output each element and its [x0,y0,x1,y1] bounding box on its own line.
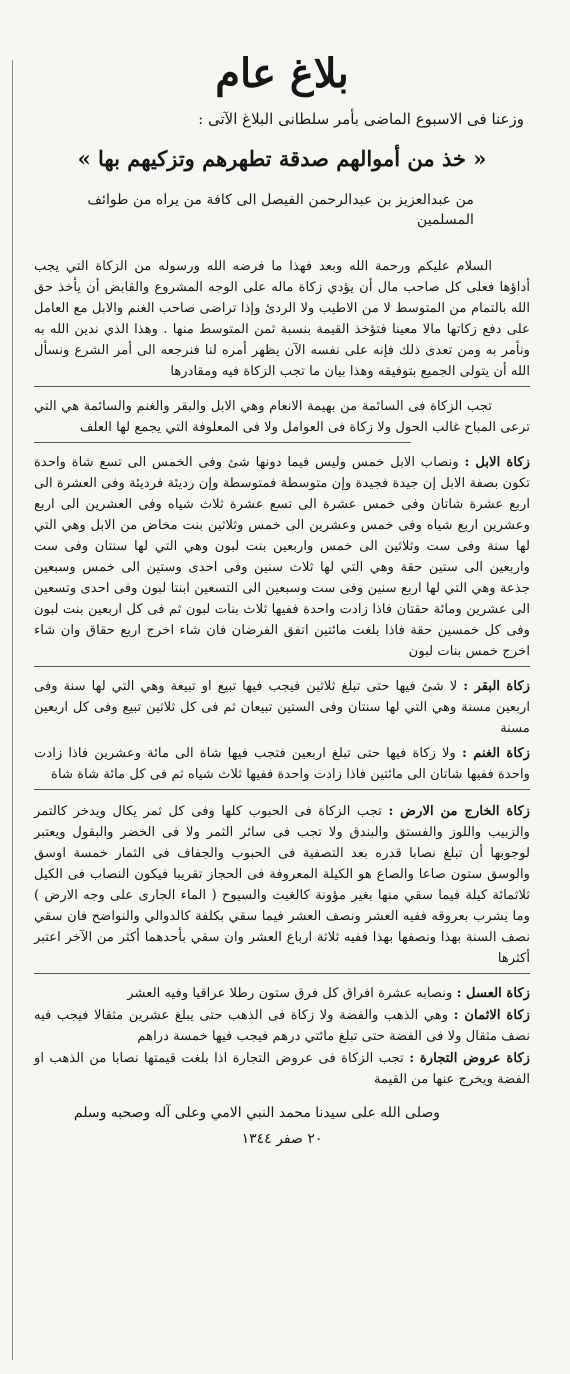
paragraph-text: تجب الزكاة فى الحبوب كلها وفى كل ثمر يكال ويدخر كالتمر والزبيب واللوز والفستق والبندق ولا تجب فى سائر الثمر ولا فى الخضر والبقول ويعتبر لوجوبها أن تبلغ نصابا قدره بعد التصفية فى الحبوب والجفاف فى الثمار خمسة اوسق والوسق ستون صاعا والصاع هو الكيلة المعروفة فى الحجاز تقريبا فيكون النصاب فى الكيل ثلاثمائة كيلة فيما سقي منها بغير مؤونة كالغيث والسيوح ( الماء الجارى على وجه الارض ) وما يشرب بعروقه ففيه العشر ونصف العشر فيما سقي بكلفة كالدوالي والنواضح فان سقي نصف السنة بهذا ونصفها بهذا ففيه ثلاثة ارباع العشر وان سقي بأحدهما أكثر من الآخر اعتبر أكثرها [34,804,530,966]
paragraph-camels [34,452,530,662]
page-title: بلاغ عام [215,50,349,97]
paragraph-sheep [34,743,530,785]
section-heading: زكاة عروض التجارة : [409,1051,530,1066]
section-heading: زكاة الاثمان : [453,1008,530,1023]
closing-prayer: وصلى الله على سيدنا محمد النبي الامي وعلى آله وصحبه وسلم [73,1105,440,1121]
section-heading: زكاة الغنم : [461,746,530,761]
section-heading: زكاة الابل : [464,455,530,470]
page-edge-line [12,60,13,1360]
section-divider [34,789,530,791]
paragraph-text: تجب الزكاة فى السائمة من بهيمة الانعام وهي الابل والبقر والغنم والسائمة هي التي ترعى المباح غالب الحول ولا زكاة فى العوامل ولا فى المعلوفة التي يجمع لها العلف [34,399,530,435]
paragraph-crops [34,801,530,969]
sender-line: من عبدالعزيز بن عبدالرحمن الفيصل الى كافة من يراه من طوائف المسلمين [87,192,474,228]
document-date: ٢٠ صفر ١٣٤٤ [241,1131,323,1147]
paragraph-text: السلام عليكم ورحمة الله وبعد فهذا ما فرضه الله ورسوله من الزكاة التي يجب أداؤها فعلى كل صاحب مال أن يؤدي زكاة ماله على الوجه المشروع والقابض أن يأخذ حق الله بالتمام من المتوسط لا من الاطيب ولا الردئ وإذا تراضى صاحب الغنم والابل مع العامل على دفع زكاتها مالا معينا فتؤخذ القيمة بنسبة ثمن المتوسط منها . وهذا الذي ندين الله به ونأمر به ومن تعدى ذلك فإنه على نفسه الآن يظهر أمره لنا فنرجعه الى أمر الشرع ونسأل الله أن يتولى الجميع بتوفيقه وهذا بيان ما تجب الزكاة فيه ومقادرها [34,259,530,379]
paragraph-gold-silver [34,1005,530,1047]
paragraph-honey [34,983,530,1004]
section-heading: زكاة الخارج من الارض : [388,804,531,819]
section-heading: زكاة العسل : [456,986,530,1001]
section-divider [34,973,530,975]
paragraph-text: تجب الزكاة فى عروض التجارة اذا بلغت قيمتها نصابا من الذهب او الفضة ويخرج عنها من القيمة [34,1051,530,1087]
quran-quote: « خذ من أموالهم صدقة تطهرهم وتزكيهم بها » [77,146,487,171]
paragraph-text: وهي الذهب والفضة ولا زكاة فى الذهب حتى يبلغ عشرين مثقالا فيجب فيه نصف مثقال ولا فى الفضة حتى تبلغ مائتي درهم فيجب فيها خمسة دراهم [34,1008,530,1044]
document-body [34,256,530,1090]
paragraph-greeting [34,256,530,382]
paragraph-text: لا شئ فيها حتى تبلغ ثلاثين فيجب فيها تبيع او تبيعة وهي التي لها سنة وفى اربعين مسنة وهي التي لها سنتان وفى الستين تبيعان ثم فى كل ثلاثين تبيع وفى كل اربعين مسنة [34,679,530,736]
paragraph-cattle [34,676,530,739]
section-divider [34,666,530,668]
section-heading: زكاة البقر : [463,679,530,694]
paragraph-trade-goods [34,1048,530,1090]
paragraph-text: ونصابه عشرة افراق كل فرق ستون رطلا عراقيا وفيه العشر [127,986,453,1001]
section-divider [34,386,530,388]
intro-line: وزعنا فى الاسبوع الماضى بأمر سلطانى البلاغ الآتى : [198,110,524,128]
section-divider [34,442,411,444]
paragraph-livestock [34,396,530,438]
paragraph-text: ونصاب الابل خمس وليس فيما دونها شئ وفى الخمس الى تسع شاة واحدة تكون بصفة الابل إن جيدة فجيدة وإن متوسطة فمتوسطة وإن رديئة فرديئة وفى العشرة الى اربع عشرة شاتان وفى خمس عشرة الى تسع عشرة ثلاث شياه وفى العشرين الى اربع وعشرين اربع شياه وفى خمس وعشرين الى خمس وثلاثين بنت مخاض من الابل وهي التي لها سنة وفى ست وثلاثين الى خمس واربعين بنت لبون وهي التي لها سنتان وفى ست واربعين الى ستين حقة وهي التي لها ثلاث سنين وفى احدى وستين الى خمس وسبعين جذعة وهي التي لها اربع سنين وفى ست وسبعين الى التسعين ابنتا لبون وفى احدى وتسعين الى عشرين ومائة حقتان فاذا زادت واحدة ففيها ثلاث بنات لبون ثم فى كل اربعين بنت لبون وفى كل خمسين حقة فاذا بلغت مائتين اتفق الفرضان فان شاء اخرج اربع حقاق وان شاء اخرج خمس بنات لبون [34,455,530,659]
paragraph-text: ولا زكاة فيها حتى تبلغ اربعين فتجب فيها شاة الى مائة وعشرين فاذا زادت واحدة ففيها شاتان الى مائتين فاذا زادت واحدة ففيها ثلاث شياه ثم فى كل مائة شاة شاة [34,746,530,782]
